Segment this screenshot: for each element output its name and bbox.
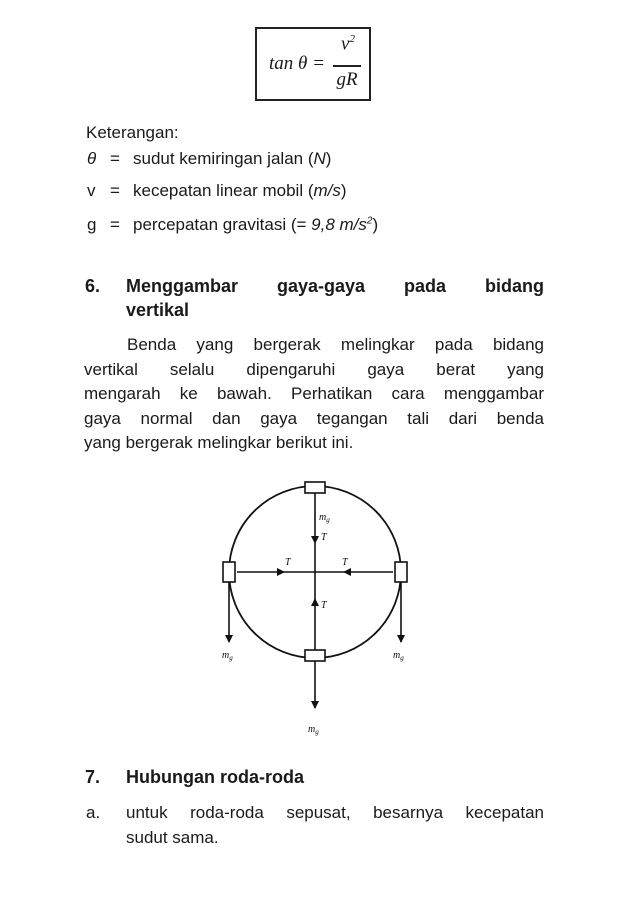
section-7-number: 7.	[85, 767, 101, 787]
equals-sign: =	[110, 149, 120, 168]
label-T-left: T	[285, 557, 291, 568]
arrow-T-left	[277, 568, 285, 576]
definition-g: percepatan gravitasi (= 9,8 $m/s^2$)	[133, 215, 379, 234]
formula-lhs: tan θ =	[269, 53, 325, 74]
symbol-theta: θ	[87, 149, 97, 168]
paragraph-line: vertikal selalu dipengaruhi gaya berat yang	[84, 359, 544, 379]
label-T-right: T	[342, 557, 348, 568]
formula-box	[255, 27, 371, 101]
label-mg-left: $m_g$	[222, 650, 233, 662]
item-a-line1: untuk roda-roda sepusat, besarnya kecepatan	[126, 803, 544, 822]
paragraph-line: yang bergerak melingkar berikut ini.	[84, 433, 354, 452]
block-left	[223, 562, 235, 582]
item-a-marker: a.	[86, 803, 101, 822]
block-right	[395, 562, 407, 582]
arrow-T-top	[311, 536, 319, 544]
keterangan-title: Keterangan:	[86, 123, 179, 142]
definition-theta: sudut kemiringan jalan (N)	[133, 149, 332, 168]
label-T-top: T	[321, 532, 327, 543]
label-mg-top: $m_g$	[319, 512, 330, 524]
equals-sign: =	[110, 215, 120, 234]
item-a-line2: sudut sama.	[126, 828, 219, 847]
arrow-T-bottom	[311, 598, 319, 606]
section-6-title-line2: vertikal	[126, 300, 190, 320]
symbol-v: v	[87, 181, 96, 200]
block-bottom	[305, 650, 325, 661]
paragraph-line: mengarah ke bawah. Perhatikan cara menggambar	[84, 384, 544, 403]
label-T-bottom: T	[321, 600, 327, 611]
section-7-title: Hubungan roda-roda	[126, 767, 304, 787]
section-6-title-line1: Menggambar gaya-gaya pada bidang	[126, 276, 544, 296]
label-mg-right: $m_g$	[393, 650, 404, 662]
symbol-g: g	[87, 215, 97, 234]
paragraph-line: Benda yang bergerak melingkar pada bidang	[127, 335, 544, 354]
formula-denominator: gR	[336, 69, 358, 90]
paragraph-line: gaya normal dan gaya tegangan tali dari benda	[84, 408, 544, 428]
arrow-T-right	[343, 568, 351, 576]
section-6-number: 6.	[85, 276, 101, 296]
section-6-paragraph	[84, 333, 544, 456]
formula-numerator: $v^2$	[341, 33, 355, 55]
label-mg-bottom: $m_g$	[308, 724, 319, 736]
block-top	[305, 482, 325, 493]
formula-fraction-bar	[333, 65, 361, 67]
vertical-circle-diagram	[205, 470, 425, 740]
definition-v: kecepatan linear mobil (m/s)	[133, 181, 347, 200]
equals-sign: =	[110, 181, 120, 200]
